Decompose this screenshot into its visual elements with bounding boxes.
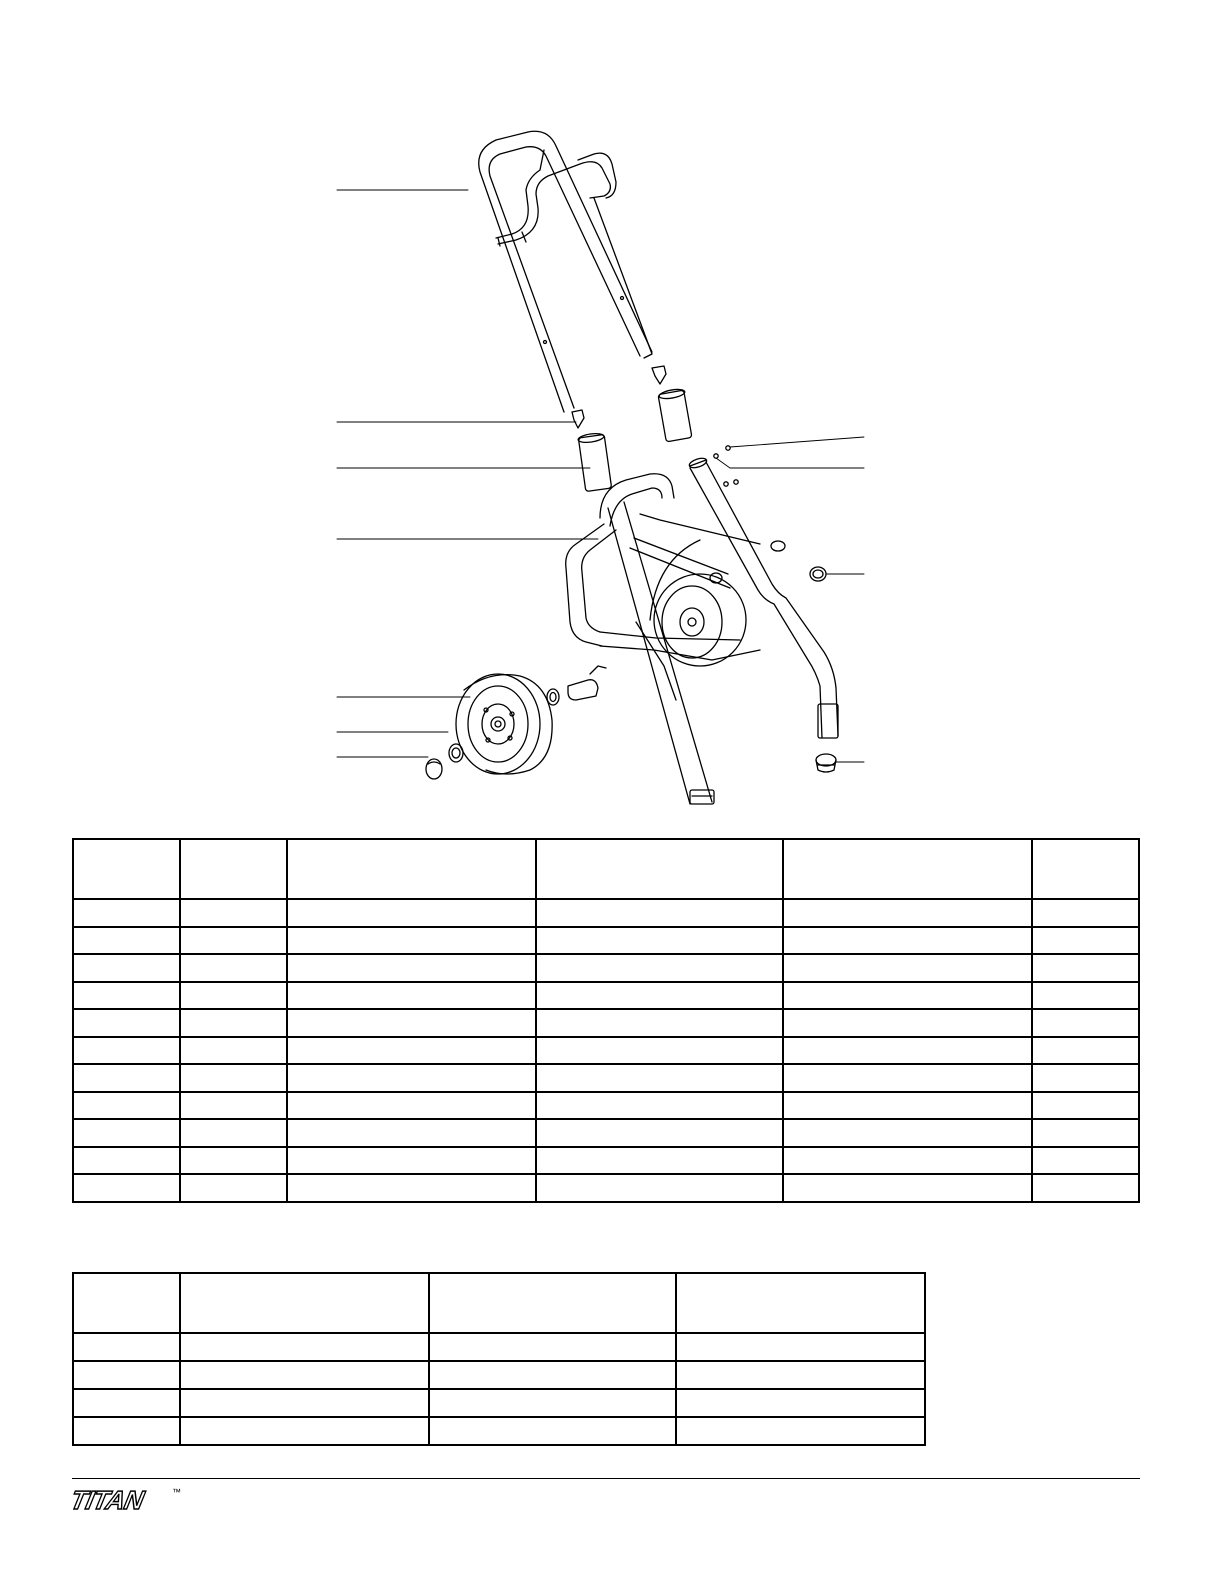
table-cell: [1032, 1119, 1139, 1147]
table-row: [73, 1064, 1139, 1092]
table-row: [73, 1361, 925, 1389]
table-row: [73, 982, 1139, 1010]
table-header-row: [73, 839, 1139, 899]
table-cell: [73, 1119, 180, 1147]
header-cell: [73, 1273, 180, 1333]
table-cell: [180, 1389, 429, 1417]
titan-logo: [72, 1486, 188, 1514]
header-cell: [676, 1273, 925, 1333]
titan-logo-mark: [72, 1486, 188, 1514]
header-cell: [536, 839, 783, 899]
table-cell: [676, 1333, 925, 1361]
table-cell: [783, 1147, 1032, 1175]
footer-rule: [72, 1478, 1140, 1479]
table-cell: [73, 1037, 180, 1065]
washer-parts: [449, 689, 559, 762]
table-cell: [180, 1037, 287, 1065]
table-cell: [429, 1361, 676, 1389]
table-cell: [73, 1147, 180, 1175]
header-cell: [180, 1273, 429, 1333]
table-cell: [73, 1333, 180, 1361]
table-cell: [1032, 1064, 1139, 1092]
callout-leaders-right: [716, 437, 864, 762]
table-cell: [783, 1174, 1032, 1202]
header-cell: [1032, 839, 1139, 899]
header-cell: [429, 1273, 676, 1333]
rear-wheel-part: [654, 574, 746, 666]
hardware-parts: [714, 446, 738, 486]
table-cell: [536, 982, 783, 1010]
table-cell: [783, 1064, 1032, 1092]
sleeve-parts: [578, 388, 692, 492]
table-cell: [1032, 927, 1139, 955]
callout-leader-nut: [716, 458, 730, 468]
table-row: [73, 1333, 925, 1361]
table-cell: [73, 1417, 180, 1445]
table-cell: [180, 927, 287, 955]
table-cell: [536, 1092, 783, 1120]
table-cell: [676, 1389, 925, 1417]
cap-parts: [426, 567, 836, 779]
table-header-row: [73, 1273, 925, 1333]
callout-leader-screw: [730, 437, 864, 447]
table-cell: [73, 1009, 180, 1037]
table-cell: [287, 1092, 536, 1120]
table-cell: [180, 1064, 287, 1092]
table-cell: [287, 982, 536, 1010]
table-cell: [536, 1009, 783, 1037]
front-wheel-part: [456, 674, 552, 774]
table-cell: [1032, 1092, 1139, 1120]
table-cell: [73, 927, 180, 955]
table-cell: [536, 927, 783, 955]
table-cell: [287, 1147, 536, 1175]
table-cell: [536, 1174, 783, 1202]
table-cell: [1032, 954, 1139, 982]
table-row: [73, 927, 1139, 955]
table-row: [73, 1174, 1139, 1202]
table-cell: [180, 899, 287, 927]
table-row: [73, 899, 1139, 927]
table-cell: [180, 1174, 287, 1202]
table-cell: [536, 1147, 783, 1175]
table-cell: [1032, 1037, 1139, 1065]
header-cell: [783, 839, 1032, 899]
table-cell: [73, 1389, 180, 1417]
table-row: [73, 1417, 925, 1445]
table-cell: [180, 1361, 429, 1389]
table-cell: [73, 1064, 180, 1092]
table-cell: [1032, 1147, 1139, 1175]
table-cell: [73, 982, 180, 1010]
table-cell: [287, 927, 536, 955]
table-cell: [180, 1147, 287, 1175]
table-cell: [287, 1009, 536, 1037]
table-cell: [73, 899, 180, 927]
table-row: [73, 1037, 1139, 1065]
table-cell: [676, 1417, 925, 1445]
table-cell: [287, 1119, 536, 1147]
table-cell: [676, 1361, 925, 1389]
table-cell: [180, 1009, 287, 1037]
table-cell: [287, 1037, 536, 1065]
header-cell: [287, 839, 536, 899]
table-cell: [180, 982, 287, 1010]
table-cell: [1032, 1174, 1139, 1202]
table-cell: [536, 1119, 783, 1147]
table-cell: [180, 954, 287, 982]
table-cell: [73, 1174, 180, 1202]
table-cell: [287, 1174, 536, 1202]
table-cell: [287, 954, 536, 982]
table-cell: [73, 954, 180, 982]
clip-parts: [572, 366, 666, 428]
table-cell: [783, 927, 1032, 955]
table-cell: [783, 1037, 1032, 1065]
table-row: [73, 954, 1139, 982]
table-cell: [73, 1361, 180, 1389]
callout-leaders-left: [337, 190, 598, 757]
table-cell: [180, 1417, 429, 1445]
table-cell: [429, 1389, 676, 1417]
table-cell: [783, 899, 1032, 927]
table-cell: [429, 1333, 676, 1361]
table-cell: [536, 899, 783, 927]
parts-list-table: [72, 838, 1140, 1203]
table-cell: [783, 1092, 1032, 1120]
header-cell: [180, 839, 287, 899]
header-cell: [73, 839, 180, 899]
trademark-symbol: ™: [172, 1487, 181, 1497]
table-cell: [1032, 982, 1139, 1010]
table-cell: [783, 982, 1032, 1010]
table-row: [73, 1092, 1139, 1120]
secondary-parts-table: [72, 1272, 926, 1446]
table-cell: [536, 954, 783, 982]
logo-text: TITAN: [72, 1486, 147, 1514]
table-cell: [287, 899, 536, 927]
table-cell: [536, 1064, 783, 1092]
table-cell: [1032, 1009, 1139, 1037]
table-cell: [73, 1092, 180, 1120]
table-cell: [1032, 899, 1139, 927]
table-cell: [180, 1092, 287, 1120]
table-row: [73, 1119, 1139, 1147]
table-cell: [536, 1037, 783, 1065]
table-row: [73, 1009, 1139, 1037]
table-row: [73, 1147, 1139, 1175]
handle-part: [479, 131, 652, 412]
table-row: [73, 1389, 925, 1417]
table-cell: [783, 1119, 1032, 1147]
table-cell: [287, 1064, 536, 1092]
table-cell: [783, 1009, 1032, 1037]
table-cell: [180, 1333, 429, 1361]
table-cell: [429, 1417, 676, 1445]
table-cell: [783, 954, 1032, 982]
table-cell: [180, 1119, 287, 1147]
